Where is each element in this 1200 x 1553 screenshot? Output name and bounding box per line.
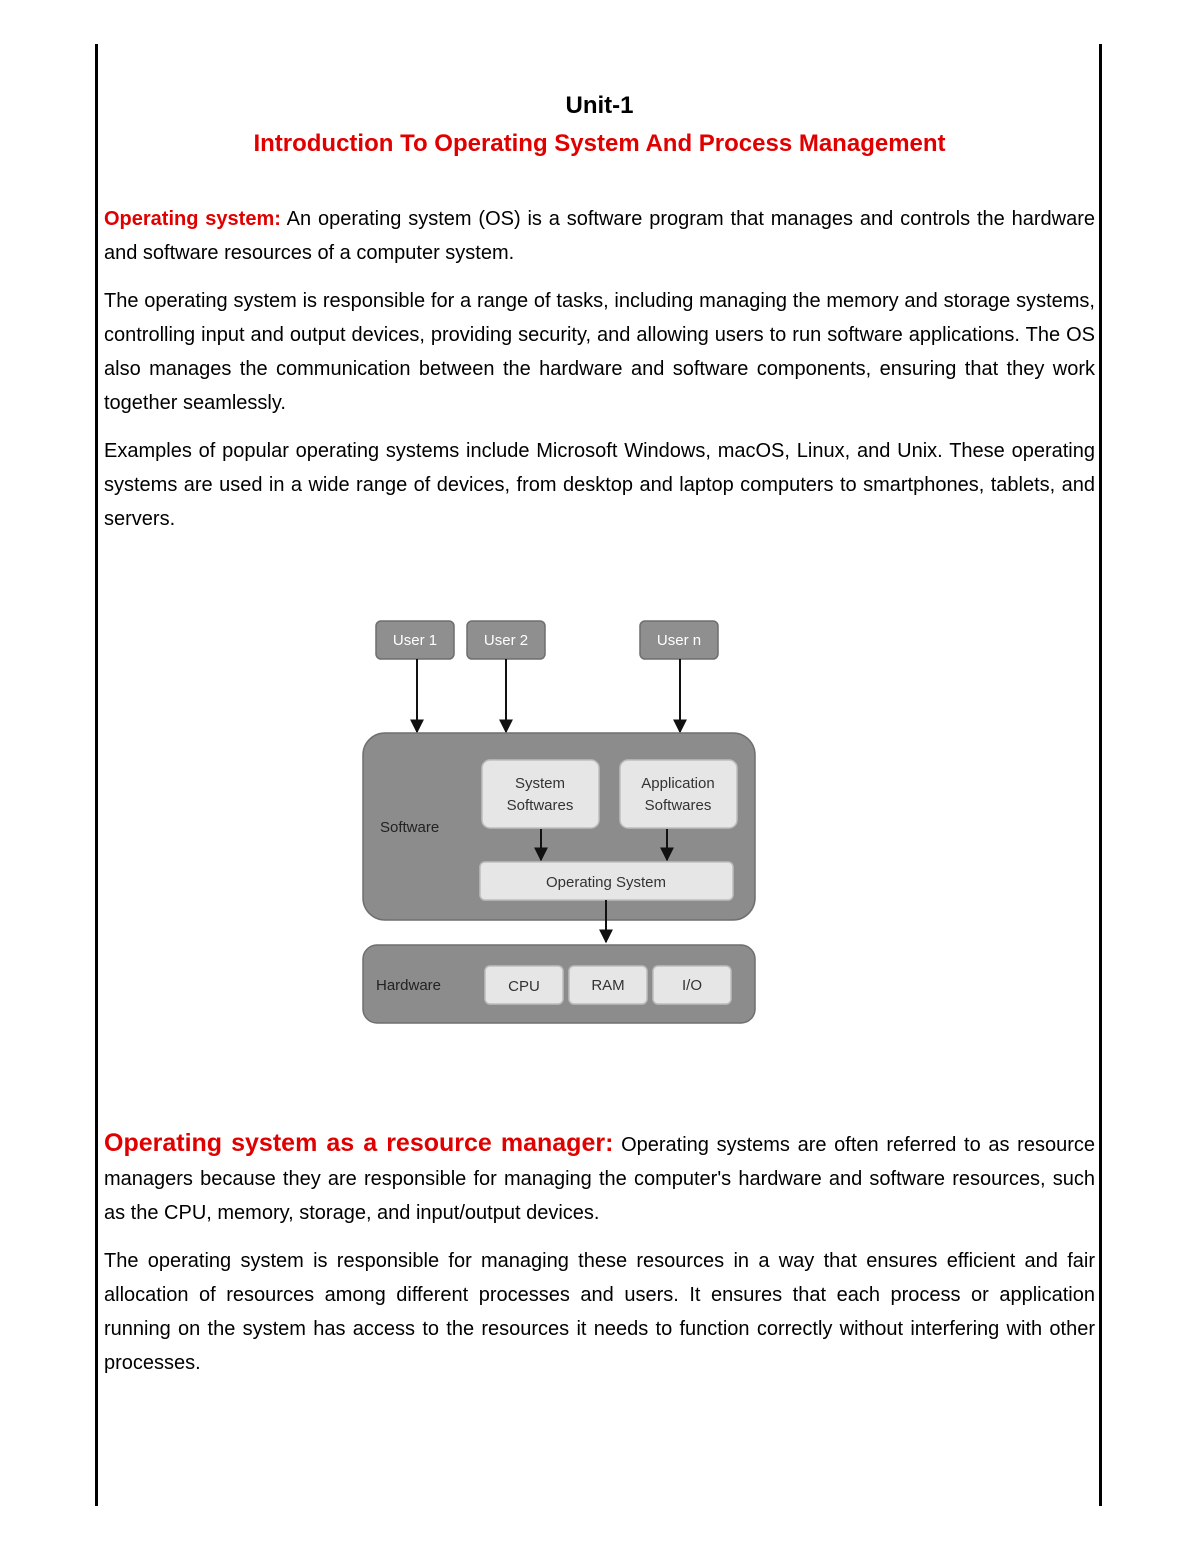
application-softwares-line-2: Softwares	[644, 797, 712, 814]
user-2-label: User 2	[483, 632, 529, 649]
io-label: I/O	[681, 977, 703, 994]
user-1-box	[376, 621, 454, 659]
software-label: Software	[380, 819, 440, 836]
io-box	[653, 966, 731, 1004]
os-definition-paragraph	[104, 202, 1095, 270]
user-2-box	[467, 621, 545, 659]
system-softwares-box	[482, 760, 599, 828]
system-softwares-line-1: System	[514, 775, 566, 792]
application-softwares-line-1: Application	[641, 775, 715, 792]
os-definition-term: Operating system:	[104, 208, 281, 230]
operating-system-box	[480, 862, 733, 900]
unit-heading: Unit-1	[565, 92, 634, 119]
resource-manager-paragraph	[104, 1126, 1095, 1230]
hardware-label: Hardware	[376, 977, 442, 994]
os-responsibilities-paragraph: The operating system is responsible for a range of tasks, including managing the memory and storage systems, controlling input and output devices, providing security, and allowing users to run software applications. The OS also manages the communication between the hardware and software components, ensuring that they work together seamlessly.	[104, 290, 1095, 414]
application-softwares-box	[620, 760, 737, 828]
page-border-left	[95, 44, 98, 1506]
resource-manager-section	[104, 1126, 1095, 1380]
resource-manager-term: Operating system as a resource manager:	[104, 1129, 614, 1157]
document-title: Introduction To Operating System And Process Management	[253, 130, 946, 157]
cpu-label: CPU	[508, 978, 540, 995]
cpu-box	[485, 966, 563, 1004]
resource-allocation-paragraph: The operating system is responsible for managing these resources in a way that ensures efficient and fair allocation of resources among different processes and users. It ensures that each process or application running on the system has access to the resources it needs to function correctly without interfering with other processes.	[104, 1250, 1095, 1374]
operating-system-label: Operating System	[545, 874, 667, 891]
page-border-right	[1099, 44, 1102, 1506]
user-1-label: User 1	[392, 632, 438, 649]
user-n-label: User n	[656, 632, 702, 649]
document-body	[104, 88, 1095, 536]
ram-box	[569, 966, 647, 1004]
system-softwares-line-2: Softwares	[506, 797, 574, 814]
user-n-box	[640, 621, 718, 659]
os-definition-text: An operating system (OS) is a software program that manages and controls the hardware and software resources of a computer system.	[104, 208, 1095, 264]
os-examples-paragraph: Examples of popular operating systems include Microsoft Windows, macOS, Linux, and Unix. These operating systems are used in a wide range of devices, from desktop and laptop computers to smartphones, tablets, and servers.	[104, 440, 1095, 530]
ram-label: RAM	[591, 977, 625, 994]
os-architecture-diagram	[355, 608, 765, 1033]
resource-manager-text: Operating systems are often referred to as resource managers because they are responsible for managing the computer's hardware and software resources, such as the CPU, memory, storage, and input/output devices.	[104, 1134, 1095, 1224]
